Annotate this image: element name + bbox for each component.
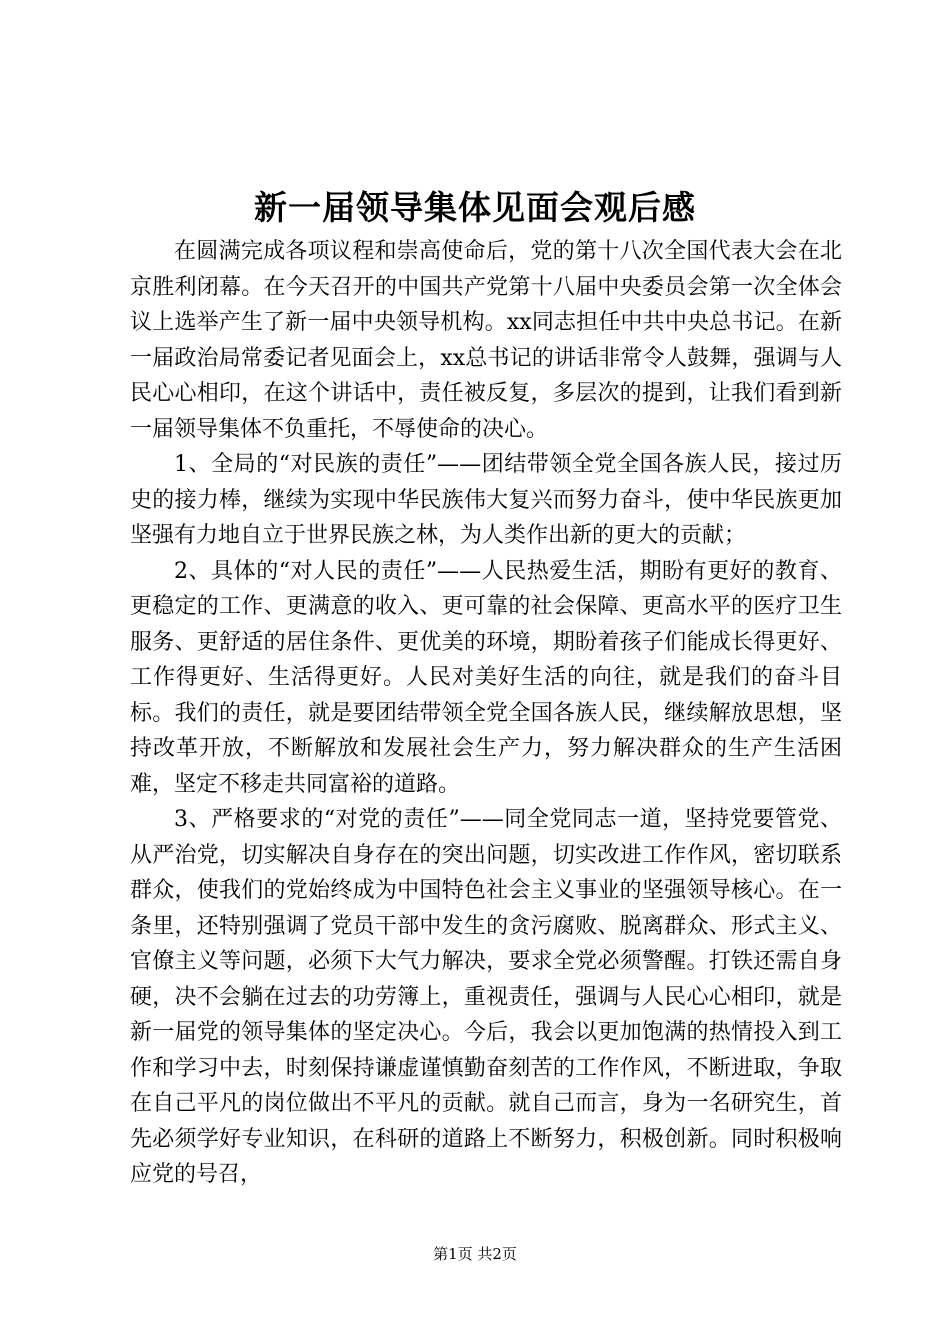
document-body: [130, 234, 842, 1193]
document-title: 新一届领导集体见面会观后感: [254, 188, 696, 227]
paragraph-intro: 在圆满完成各项议程和崇高使命后，党的第十八次全国代表大会在北京胜利闭幕。在今天召开的中国共产党第十八届中央委员会第一次全体会议上选举产生了新一届中央领导机构。xx同志担任中共中央总书记。在新一届政治局常委记者见面会上，xx总书记的讲话非常令人鼓舞，强调与人民心心相印，在这个讲话中，责任被反复，多层次的提到，让我们看到新一届领导集体不负重托，不辱使命的决心。: [130, 239, 842, 442]
paragraph-point-2: 2、具体的“对人民的责任”——人民热爱生活，期盼有更好的教育、更稳定的工作、更满意的收入、更可靠的社会保障、更高水平的医疗卫生服务、更舒适的居住条件、更优美的环境，期盼着孩子们能成长得更好、工作得更好、生活得更好。人民对美好生活的向往，就是我们的奋斗目标。我们的责任，就是要团结带领全党全国各族人民，继续解放思想，坚持改革开放，不断解放和发展社会生产力，努力解决群众的生产生活困难，坚定不移走共同富裕的道路。: [130, 558, 842, 797]
paragraph-point-3: 3、严格要求的“对党的责任”——同全党同志一道，坚持党要管党、从严治党，切实解决自身存在的突出问题，切实改进工作作风，密切联系群众，使我们的党始终成为中国特色社会主义事业的坚强领导核心。在一条里，还特别强调了党员干部中发生的贪污腐败、脱离群众、形式主义、官僚主义等问题，必须下大气力解决，要求全党必须警醒。打铁还需自身硬，决不会躺在过去的功劳簿上，重视责任，强调与人民心心相印，就是新一届党的领导集体的坚定决心。今后，我会以更加饱满的热情投入到工作和学习中去，时刻保持谦虚谨慎勤奋刻苦的工作作风，不断进取，争取在自己平凡的岗位做出不平凡的贡献。就自己而言，身为一名研究生，首先必须学好专业知识，在科研的道路上不断努力，积极创新。同时积极响应党的号召，: [130, 807, 842, 1187]
page-number-footer: 第1页 共2页: [433, 1245, 517, 1263]
paragraph-point-1: 1、全局的“对民族的责任”——团结带领全党全国各族人民，接过历史的接力棒，继续为实现中华民族伟大复兴而努力奋斗，使中华民族更加坚强有力地自立于世界民族之林，为人类作出新的更大的贡献；: [130, 452, 842, 548]
